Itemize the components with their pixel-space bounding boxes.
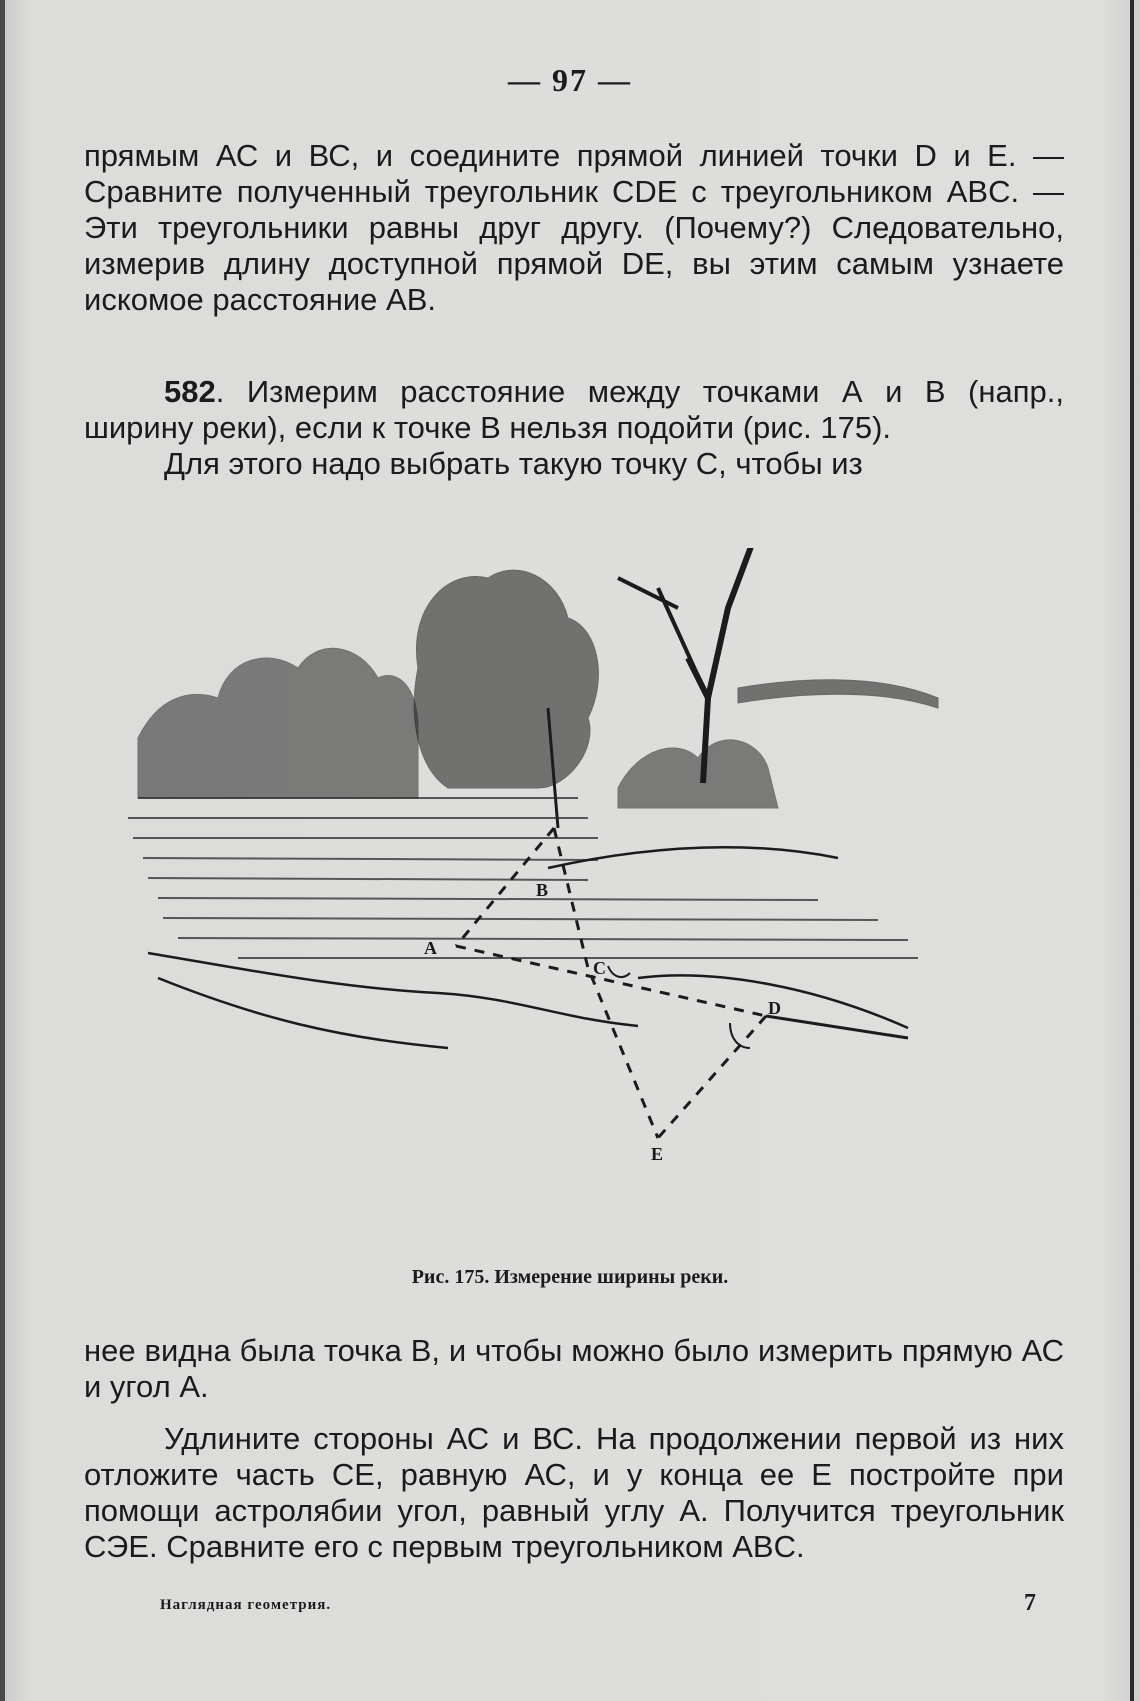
river-banks (148, 847, 908, 1048)
angle-c-mark (608, 966, 630, 977)
river-figure (118, 548, 998, 1263)
page-right-edge (1130, 0, 1134, 1701)
problem-text: . Измерим расстояние между точками А и В (напр., ширину реки), если к точке В нельзя подойти (рис. 175). (84, 374, 1064, 445)
river-water (128, 798, 918, 958)
problem-number: 582 (164, 374, 216, 409)
figure-caption: Рис. 175. Измерение ширины реки. (411, 1266, 729, 1288)
paragraph-continuation: прямым АС и ВС, и соедините прямой линией точки D и Е. — Сравните полученный треугольник CDE с треугольником ABC. — Эти треугольники равны друг другу. (Почему?) Следовательно, измерив длину доступной прямой DE, вы этим самым узнаете искомое расстояние АВ. (84, 138, 1064, 317)
label-b: B (536, 880, 549, 900)
page-number: — 97 — (508, 62, 632, 98)
footer-signature: 7 (1024, 1590, 1036, 1616)
text-block-bottom (84, 1333, 1064, 1565)
paragraph-after-figure: нее видна была точка В, и чтобы можно было измерить прямую АС и угол А. (84, 1333, 1064, 1404)
text-block-problem (84, 374, 1064, 482)
label-e: E (651, 1144, 664, 1164)
paragraph-before-figure: Для этого надо выбрать такую точку С, чтобы из (164, 446, 863, 481)
text-block-top (84, 138, 1064, 318)
label-d: D (768, 998, 781, 1018)
label-c: C (593, 958, 606, 978)
trees-illustration (138, 548, 938, 828)
measurement-lines (456, 828, 766, 1138)
paragraph-last: Удлините стороны АС и ВС. На продолжении первой из них отложите часть СЕ, равную АС, и у конца ее Е постройте при помощи астролябии угол, равный углу А. Получится треугольник СЭЕ. Сравните его с первым треугольником ABC. (84, 1421, 1064, 1564)
problem-paragraph (84, 374, 1064, 446)
footer-book-title: Наглядная геометрия. (160, 1597, 332, 1613)
page-left-edge (0, 0, 5, 1701)
label-a: A (424, 938, 437, 958)
